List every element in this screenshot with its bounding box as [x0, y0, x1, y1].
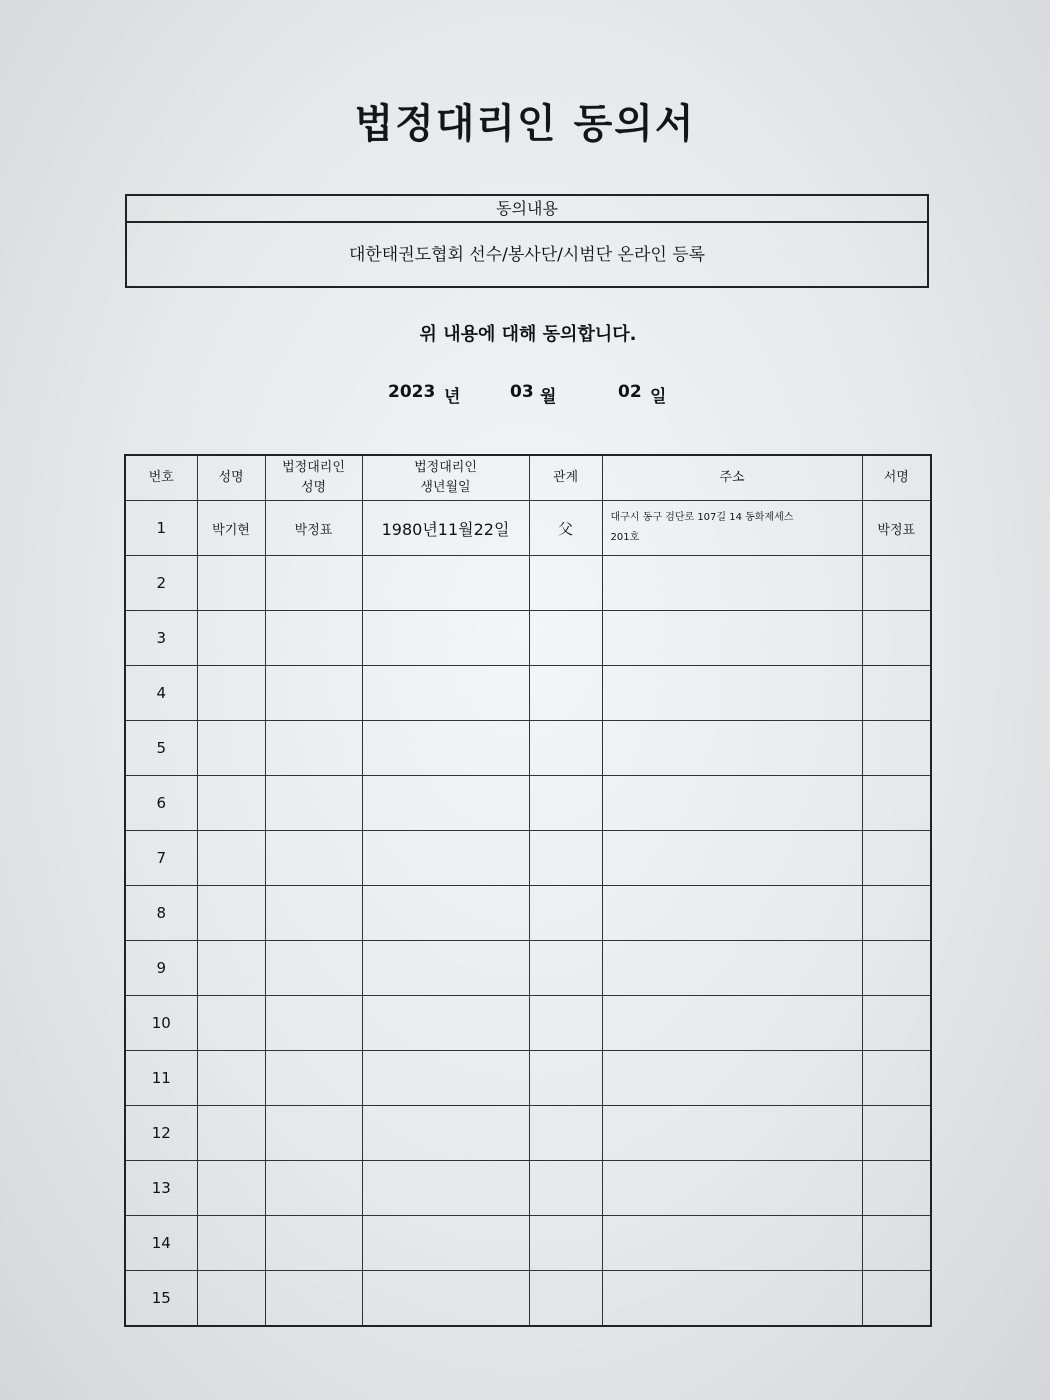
row-name-cell — [197, 556, 265, 611]
table-row — [125, 501, 931, 556]
table-row — [125, 776, 931, 831]
row-rep-dob-cell — [362, 776, 529, 831]
row-rep-dob-cell — [362, 611, 529, 666]
table-header-row — [125, 455, 931, 501]
table-row — [125, 1051, 931, 1106]
header-rep-name-line2: 성명 — [300, 480, 327, 495]
row-signature-cell — [862, 886, 931, 941]
row-no-cell: 2 — [125, 556, 197, 611]
row-rep-dob-cell — [362, 1216, 529, 1271]
row-no-cell: 13 — [125, 1161, 197, 1216]
header-rep-dob-line2: 생년월일 — [420, 480, 471, 495]
row-name-cell — [197, 1051, 265, 1106]
row-no-cell: 4 — [125, 666, 197, 721]
row-address-cell — [602, 886, 862, 941]
row-address-cell — [602, 831, 862, 886]
row-relation-cell — [529, 1161, 602, 1216]
table-row — [125, 666, 931, 721]
table-row — [125, 996, 931, 1051]
row-relation-cell — [529, 996, 602, 1051]
row-rep-name-cell — [265, 886, 362, 941]
row-rep-dob-cell — [362, 666, 529, 721]
row-rep-dob-cell — [362, 886, 529, 941]
table-row — [125, 831, 931, 886]
row-signature-cell — [862, 996, 931, 1051]
row-address-cell — [602, 611, 862, 666]
row-name-cell — [197, 611, 265, 666]
row-relation-cell — [529, 941, 602, 996]
row-no-cell: 14 — [125, 1216, 197, 1271]
row-signature-cell — [862, 721, 931, 776]
row-no-cell: 7 — [125, 831, 197, 886]
row-no-cell: 15 — [125, 1271, 197, 1327]
row-no-cell: 1 — [125, 501, 197, 556]
row-no-cell: 5 — [125, 721, 197, 776]
table-row — [125, 1161, 931, 1216]
row-rep-dob-cell — [362, 941, 529, 996]
row-rep-name-cell — [265, 721, 362, 776]
row-rep-name-cell — [265, 1271, 362, 1327]
row-name-cell — [197, 721, 265, 776]
row-signature-cell — [862, 666, 931, 721]
header-rep-dob-line1: 법정대리인 — [414, 460, 477, 475]
agree-statement: 위 내용에 대해 동의합니다. — [419, 324, 637, 345]
row-address-cell — [602, 1106, 862, 1161]
row-address-cell — [602, 501, 862, 556]
row-rep-dob-cell — [362, 556, 529, 611]
row-address-cell — [602, 1216, 862, 1271]
row-name-cell — [197, 666, 265, 721]
row-name-cell — [197, 886, 265, 941]
row-relation-cell — [529, 1106, 602, 1161]
row-signature-cell — [862, 1216, 931, 1271]
consent-content-header: 동의내용 — [127, 196, 927, 223]
row-signature-cell — [862, 941, 931, 996]
row-no-cell: 6 — [125, 776, 197, 831]
row-rep-dob-cell: 1980년11월22일 — [362, 501, 529, 556]
row-address-cell — [602, 1051, 862, 1106]
row-relation-cell — [529, 1051, 602, 1106]
row-relation-cell — [529, 1216, 602, 1271]
row-relation-cell — [529, 776, 602, 831]
row-name-cell — [197, 996, 265, 1051]
row-address-cell — [602, 776, 862, 831]
row-name-cell — [197, 1106, 265, 1161]
row-signature-cell — [862, 1051, 931, 1106]
date-day: 02 — [618, 382, 642, 402]
row-rep-dob-cell — [362, 1271, 529, 1327]
row-no-cell: 3 — [125, 611, 197, 666]
row-rep-name-cell — [265, 1216, 362, 1271]
row-address-cell — [602, 1271, 862, 1327]
table-row — [125, 611, 931, 666]
row-rep-name-cell — [265, 666, 362, 721]
row-relation-cell — [529, 1271, 602, 1327]
date-month: 03 — [510, 382, 534, 402]
consent-content-text: 대한태권도협회 선수/봉사단/시범단 온라인 등록 — [348, 245, 706, 265]
row-name-cell — [197, 1161, 265, 1216]
header-rep-dob — [362, 455, 529, 501]
row-relation-cell — [529, 556, 602, 611]
row-signature-cell — [862, 611, 931, 666]
row-no-cell: 8 — [125, 886, 197, 941]
row-rep-name-cell — [265, 941, 362, 996]
row-signature-cell — [862, 776, 931, 831]
row-rep-name-cell — [265, 1161, 362, 1216]
row-rep-name-cell — [265, 611, 362, 666]
consent-content-box — [125, 194, 929, 288]
row-address-line2: 201호 — [610, 532, 640, 543]
row-rep-name-cell: 박정표 — [265, 501, 362, 556]
row-rep-name-cell — [265, 556, 362, 611]
row-signature-cell — [862, 556, 931, 611]
row-name-cell — [197, 1216, 265, 1271]
representative-table — [124, 454, 932, 1327]
header-no: 번호 — [125, 455, 197, 501]
row-no-cell: 9 — [125, 941, 197, 996]
row-relation-cell — [529, 666, 602, 721]
date-year: 2023 — [388, 382, 436, 402]
row-relation-cell — [529, 886, 602, 941]
row-signature-cell — [862, 1161, 931, 1216]
header-rep-name-line1: 법정대리인 — [282, 460, 345, 475]
row-address-cell — [602, 941, 862, 996]
row-rep-dob-cell — [362, 721, 529, 776]
row-relation-cell — [529, 831, 602, 886]
row-name-cell — [197, 941, 265, 996]
date-day-unit: 일 — [650, 387, 667, 407]
row-signature-cell — [862, 1271, 931, 1327]
row-address-cell — [602, 556, 862, 611]
row-address-cell — [602, 721, 862, 776]
row-address-cell — [602, 666, 862, 721]
row-name-cell — [197, 831, 265, 886]
row-address-cell — [602, 996, 862, 1051]
row-relation-cell — [529, 721, 602, 776]
row-name-cell: 박기현 — [197, 501, 265, 556]
row-rep-dob-cell — [362, 1051, 529, 1106]
row-no-cell: 12 — [125, 1106, 197, 1161]
row-rep-dob-cell — [362, 996, 529, 1051]
table-row — [125, 886, 931, 941]
page-title: 법정대리인 동의서 — [354, 101, 696, 147]
row-rep-name-cell — [265, 776, 362, 831]
date-year-unit: 년 — [444, 387, 461, 407]
row-name-cell — [197, 1271, 265, 1327]
date-month-unit: 월 — [540, 387, 557, 407]
table-row — [125, 1271, 931, 1327]
header-signature: 서명 — [862, 455, 931, 501]
row-rep-name-cell — [265, 831, 362, 886]
row-rep-dob-cell — [362, 1106, 529, 1161]
row-no-cell: 10 — [125, 996, 197, 1051]
row-signature-cell: 박정표 — [862, 501, 931, 556]
row-name-cell — [197, 776, 265, 831]
row-rep-dob-cell — [362, 1161, 529, 1216]
row-rep-dob-cell — [362, 831, 529, 886]
table-row — [125, 556, 931, 611]
header-rep-name — [265, 455, 362, 501]
row-address-line1: 대구시 동구 검단로 107길 14 동화제세스 — [610, 512, 794, 523]
table-row — [125, 1106, 931, 1161]
row-rep-name-cell — [265, 1051, 362, 1106]
row-relation-cell — [529, 611, 602, 666]
header-address: 주소 — [602, 455, 862, 501]
table-row — [125, 941, 931, 996]
row-signature-cell — [862, 1106, 931, 1161]
table-row — [125, 721, 931, 776]
row-rep-name-cell — [265, 1106, 362, 1161]
row-signature-cell — [862, 831, 931, 886]
row-address-cell — [602, 1161, 862, 1216]
row-rep-name-cell — [265, 996, 362, 1051]
row-relation-cell: 父 — [529, 501, 602, 556]
header-relation: 관계 — [529, 455, 602, 501]
header-name: 성명 — [197, 455, 265, 501]
table-row — [125, 1216, 931, 1271]
row-no-cell: 11 — [125, 1051, 197, 1106]
